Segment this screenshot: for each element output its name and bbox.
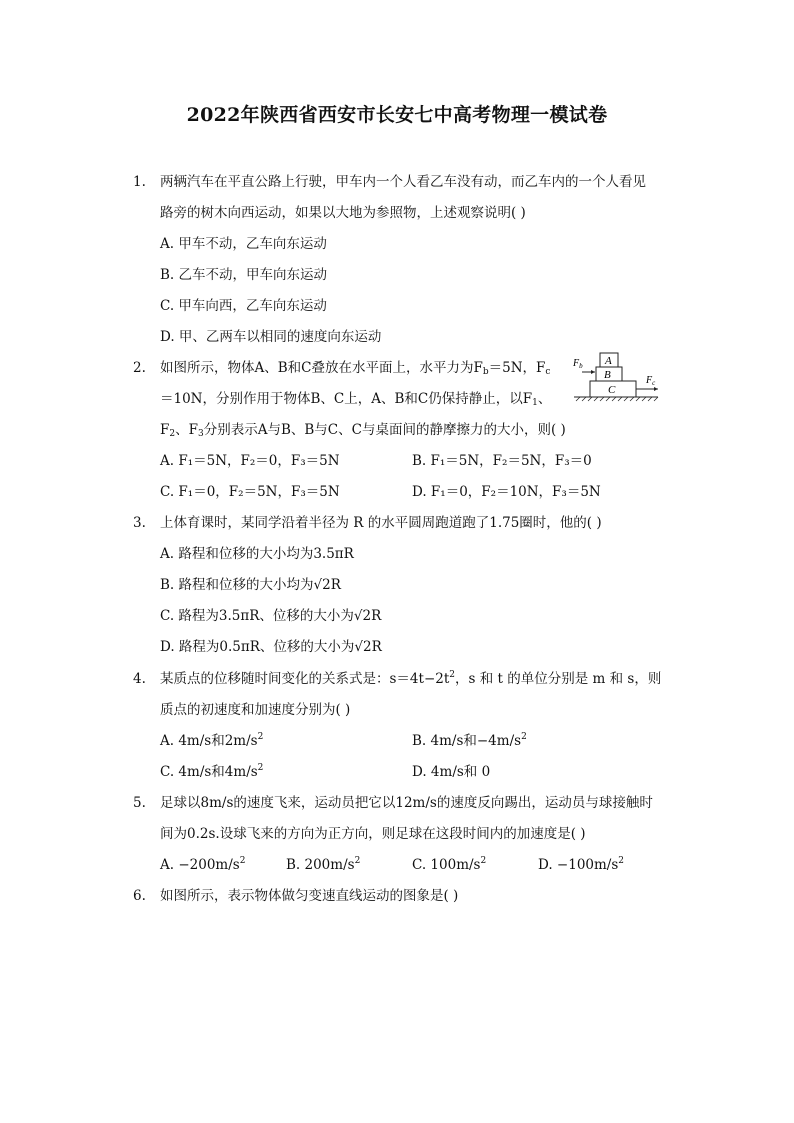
option-d[interactable]: D. 路程为0.5πR、位移的大小为√2R xyxy=(160,639,382,655)
question-1 xyxy=(133,167,663,353)
question-stem-line: 路旁的树木向西运动，如果以大地为参照物，上述观察说明( ) xyxy=(160,205,526,221)
stacked-blocks-figure xyxy=(568,351,660,407)
question-3 xyxy=(133,508,663,663)
question-stem-line: 如图所示，物体A、B和C叠放在水平面上，水平力为$F_b=5N$，$F_c$ xyxy=(160,360,551,377)
option-d[interactable]: D. 甲、乙两车以相同的速度向东运动 xyxy=(160,329,382,345)
question-stem-line: 质点的初速度和加速度分别为( ) xyxy=(160,702,351,718)
question-stem-line: $F_2$、$F_3$分别表示A与B、B与C、C与桌面间的静摩擦力的大小，则( ) xyxy=(160,422,566,439)
option-c[interactable]: C. $100m/s^2$ xyxy=(412,856,487,873)
option-c[interactable]: C. 4m/s和$4m/s^2$ xyxy=(160,763,264,780)
question-stem-line: 两辆汽车在平直公路上行驶，甲车内一个人看乙车没有动，而乙车内的一个人看见 xyxy=(160,174,646,190)
question-number: 6. xyxy=(133,888,146,904)
option-d[interactable]: D. F₁＝0，F₂＝10N，F₃＝5N xyxy=(412,484,601,500)
question-4 xyxy=(133,664,663,788)
option-b[interactable]: B. 乙车不动，甲车向东运动 xyxy=(160,267,328,283)
question-stem-line: 足球以8m/s的速度飞来，运动员把它以12m/s的速度反向踢出，运动员与球接触时 xyxy=(160,795,653,811)
question-number: 5. xyxy=(133,795,146,811)
question-6 xyxy=(133,881,663,912)
question-stem-line: 上体育课时，某同学沿着半径为 R 的水平圆周跑道跑了1.75圈时，他的( ) xyxy=(160,515,602,531)
option-a[interactable]: A. F₁＝5N，F₂＝0，F₃＝5N xyxy=(160,453,340,469)
label-a: A xyxy=(605,355,612,367)
question-5 xyxy=(133,788,663,881)
option-b[interactable]: B. 4m/s和$-4m/s^2$ xyxy=(412,732,527,749)
label-b: B xyxy=(604,369,611,381)
option-b[interactable]: B. F₁＝5N，F₂＝5N，F₃＝0 xyxy=(412,453,592,469)
question-number: 3. xyxy=(133,515,146,531)
question-number: 1. xyxy=(133,174,146,190)
question-number: 2. xyxy=(133,360,146,376)
option-b[interactable]: B. 路程和位移的大小均为√2R xyxy=(160,577,341,593)
option-a[interactable]: A. 甲车不动，乙车向东运动 xyxy=(160,236,327,252)
question-stem-line: 间为0.2s.设球飞来的方向为正方向，则足球在这段时间内的加速度是( ) xyxy=(160,826,586,842)
option-d[interactable]: D. 4m/s和 0 xyxy=(412,764,491,780)
option-a[interactable]: A. 路程和位移的大小均为3.5πR xyxy=(160,546,354,562)
option-c[interactable]: C. F₁＝0，F₂＝5N，F₃＝5N xyxy=(160,484,340,500)
page-title: 2022年陕西省西安市长安七中高考物理一模试卷 xyxy=(186,104,608,126)
question-stem-line: 某质点的位移随时间变化的关系式是：$s=4t-2t^2$，s 和 t 的单位分别是 m 和 s，则 xyxy=(160,670,662,687)
label-c: C xyxy=(608,384,616,396)
option-d[interactable]: D. $-100m/s^2$ xyxy=(538,856,625,873)
force-c-label: $F_c$ xyxy=(646,375,656,387)
option-b[interactable]: B. $200m/s^2$ xyxy=(286,856,361,873)
option-a[interactable]: A. 4m/s和$2m/s^2$ xyxy=(160,732,264,749)
option-c[interactable]: C. 路程为3.5πR、位移的大小为√2R xyxy=(160,608,382,624)
option-a[interactable]: A. $-200m/s^2$ xyxy=(160,856,246,873)
question-number: 4. xyxy=(133,671,146,687)
option-c[interactable]: C. 甲车向西，乙车向东运动 xyxy=(160,298,327,314)
question-2 xyxy=(133,353,601,508)
question-stem-line: 如图所示，表示物体做匀变速直线运动的图象是( ) xyxy=(160,888,459,904)
force-b-label: $F_b$ xyxy=(573,358,583,370)
question-stem-line: ＝10N，分别作用于物体B、C上，A、B和C仍保持静止，以$F_1$、 xyxy=(160,391,552,408)
